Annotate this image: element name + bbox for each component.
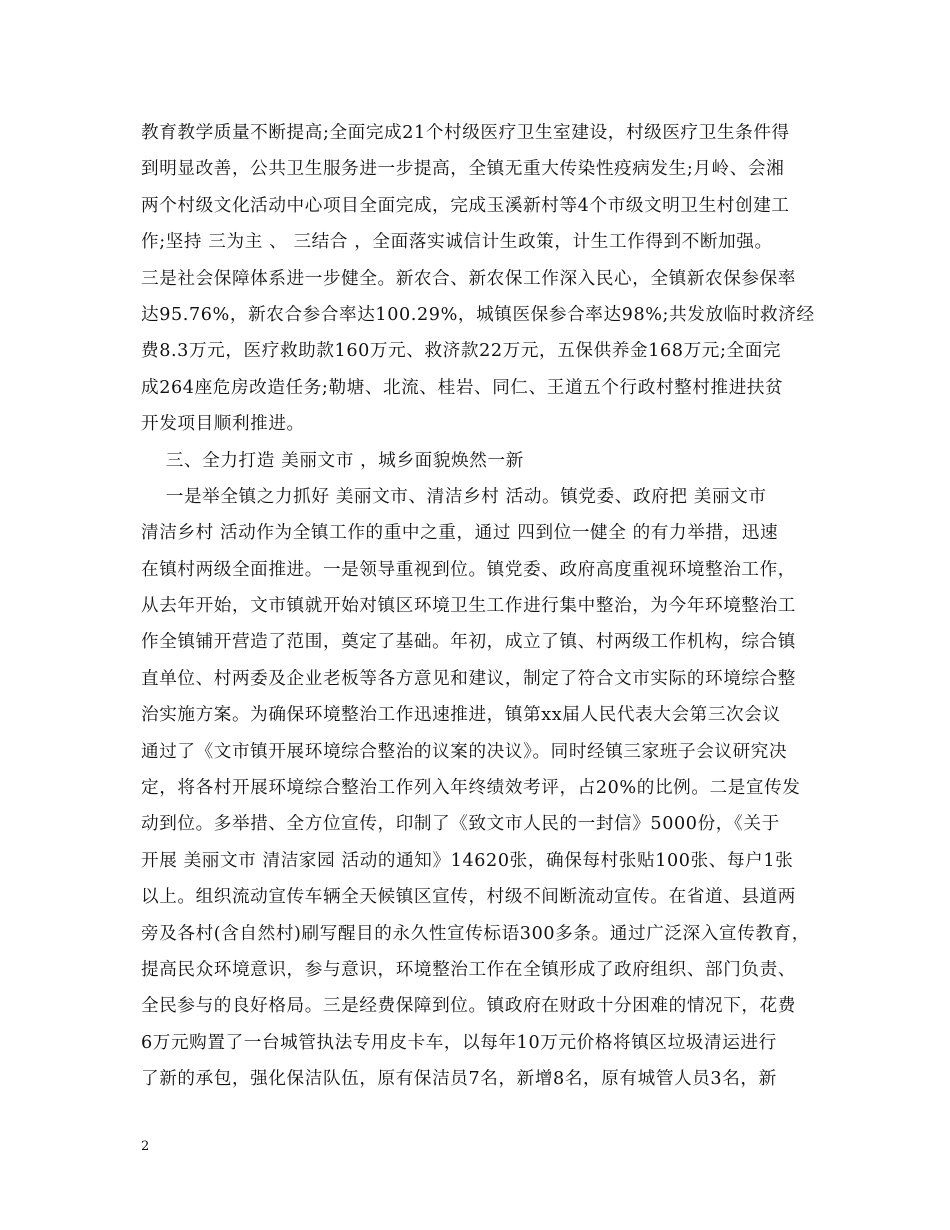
text-line: 治实施方案。为确保环境整治工作迅速推进，镇第xx届人民代表大会第三次会议 — [141, 705, 781, 726]
text-line: 三是社会保障体系进一步健全。新农合、新农保工作深入民心，全镇新农保参保率 — [141, 268, 796, 289]
text-line: 教育教学质量不断提高;全面完成21个村级医疗卫生室建设，村级医疗卫生条件得 — [141, 123, 790, 143]
section-heading: 三、全力打造 美丽文市 ，城乡面貌焕然一新 — [141, 450, 524, 471]
text-line: 了新的承包，强化保洁队伍，原有保洁员7名，新增8名，原有城管人员3名，新 — [141, 1069, 777, 1090]
text-line: 6万元购置了一台城管执法专用皮卡车，以每年10万元价格将镇区垃圾清运进行 — [141, 1032, 777, 1053]
text-line: 以上。组织流动宣传车辆全天候镇区宣传，村级不间断流动宣传。在省道、县道两 — [141, 887, 796, 908]
text-line: 动到位。多举措、全方位宣传，印制了《致文市人民的一封信》5000份，《关于 — [141, 814, 780, 835]
text-line: 直单位、村两委及企业老板等各方意见和建议，制定了符合文市实际的环境综合整 — [141, 668, 796, 689]
text-line: 一是举全镇之力抓好 美丽文市、清洁乡村 活动。镇党委、政府把 美丽文市 — [141, 486, 767, 507]
page-number: 2 — [141, 1139, 150, 1154]
text-line: 到明显改善，公共卫生服务进一步提高，全镇无重大传染性疫病发生;月岭、会湘 — [141, 159, 785, 180]
text-line: 作全镇铺开营造了范围，奠定了基础。年初，成立了镇、村两级工作机构，综合镇 — [141, 632, 796, 653]
text-line: 提高民众环境意识，参与意识，环境整治工作在全镇形成了政府组织、部门负责、 — [141, 959, 796, 980]
text-line: 从去年开始，文市镇就开始对镇区环境卫生工作进行集中整治，为今年环境整治工 — [141, 596, 796, 617]
text-line: 在镇村两级全面推进。一是领导重视到位。镇党委、政府高度重视环境整治工作， — [141, 559, 796, 580]
body-text — [141, 115, 813, 1098]
text-line: 清洁乡村 活动作为全镇工作的重中之重，通过 四到位一健全 的有力举措，迅速 — [141, 523, 779, 544]
text-line: 两个村级文化活动中心项目全面完成，完成玉溪新村等4个市级文明卫生村创建工 — [141, 195, 790, 216]
text-line: 开发项目顺利推进。 — [141, 414, 305, 435]
text-line: 全民参与的良好格局。三是经费保障到位。镇政府在财政十分困难的情况下，花费 — [141, 996, 796, 1017]
text-line: 成264座危房改造任务;勒塘、北流、桂岩、同仁、王道五个行政村整村推进扶贫 — [141, 377, 784, 398]
text-line: 作;坚持 三为主 、 三结合 ，全面落实诚信计生政策，计生工作得到不断加强。 — [141, 232, 773, 253]
text-line: 通过了《文市镇开展环境综合整治的议案的决议》。同时经镇三家班子会议研究决 — [141, 741, 788, 762]
text-line: 费8.3万元，医疗救助款160万元、救济款22万元，五保供养金168万元;全面完 — [141, 341, 782, 362]
text-line: 达95.76%，新农合参合率达100.29%，城镇医保参合率达98%;共发放临时救济经 — [141, 304, 815, 325]
text-line: 旁及各村(含自然村)刷写醒目的永久性宣传标语300多条。通过广泛深入宣传教育， — [141, 923, 810, 944]
text-line: 开展 美丽文市 清洁家园 活动的通知》14620张，确保每村张贴100张、每户1张 — [141, 850, 794, 871]
text-line: 定，将各村开展环境综合整治工作列入年终绩效考评，占20%的比例。二是宣传发 — [141, 778, 801, 799]
